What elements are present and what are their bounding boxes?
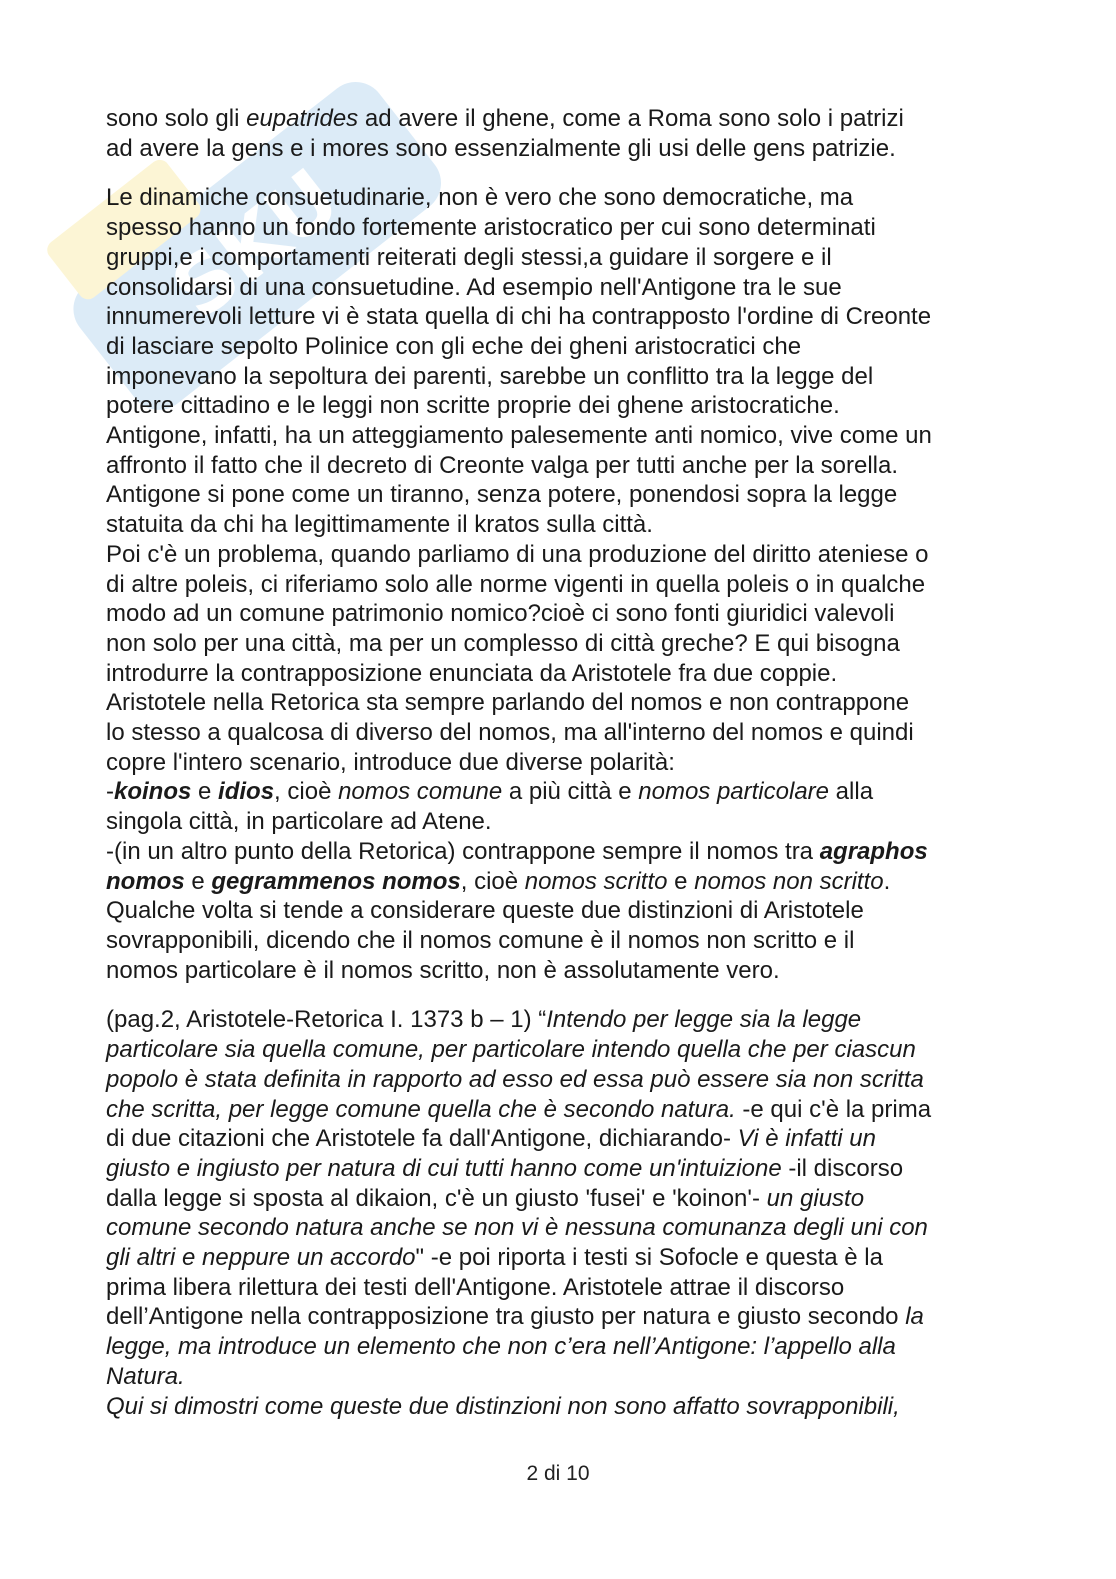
text-line: [106, 1362, 1018, 1392]
text-run: -(in un altro punto della Retorica) contrappone sempre il nomos tra: [106, 837, 820, 865]
text-run: -: [106, 778, 114, 806]
text-line: [106, 718, 1018, 748]
text-line: [106, 956, 1018, 986]
italic-text: Vi è infatti un: [737, 1125, 876, 1153]
text-line: [106, 777, 1018, 807]
text-line: [106, 391, 1018, 421]
italic-text: particolare sia quella comune, per particolare intendo quella che per ciascun: [106, 1036, 916, 1064]
italic-text: nomos particolare: [638, 778, 830, 806]
italic-text: Intendo per legge sia la legge: [546, 1006, 862, 1034]
text-run: e: [184, 867, 212, 895]
bold-term: agraphos: [819, 837, 928, 865]
italic-text: gli altri e neppure un accordo: [106, 1244, 416, 1272]
text-line: [106, 1332, 1018, 1362]
text-run: singola città, in particolare ad Atene.: [106, 808, 492, 836]
text-line: [106, 599, 1018, 629]
text-run: (pag.2, Aristotele-Retorica I. 1373 b – 1) “: [106, 1006, 547, 1034]
text-line: [106, 570, 1018, 600]
text-run: di altre poleis, ci riferiamo solo alle norme vigenti in quella poleis o in qualche: [106, 570, 926, 598]
text-run: dell’Antigone nella contrapposizione tra giusto per natura e giusto secondo: [106, 1303, 906, 1331]
text-line: [106, 807, 1018, 837]
text-line: [106, 1184, 1018, 1214]
text-run: Aristotele nella Retorica sta sempre parlando del nomos e non contrappone: [106, 689, 910, 717]
italic-text: nomos scritto: [524, 867, 668, 895]
paragraph-gap: [106, 163, 1018, 183]
italic-text: popolo è stata definita in rapporto ad esso ed essa può essere sia non scritta: [106, 1065, 924, 1093]
text-line: [106, 1005, 1018, 1035]
text-line: [106, 1302, 1018, 1332]
italic-text: un giusto: [766, 1184, 865, 1212]
text-run: dalla legge si sposta al dikaion, c'è un giusto 'fusei' e 'koinon'-: [106, 1184, 767, 1212]
document-body: [106, 104, 1018, 1421]
text-run: modo ad un comune patrimonio nomico?cioè ci sono fonti giuridici valevoli: [106, 600, 895, 628]
italic-text: Qui si dimostri come queste due distinzioni non sono affatto sovrapponibili,: [106, 1392, 900, 1420]
text-run: Le dinamiche consuetudinarie, non è vero che sono democratiche, ma: [106, 184, 854, 212]
italic-text: comune secondo natura anche se non vi è nessuna comunanza degli uni con: [106, 1214, 928, 1242]
text-run: imponevano la sepoltura dei parenti, sarebbe un conflitto tra la legge del: [106, 362, 874, 390]
text-line: [106, 867, 1018, 897]
text-run: ad avere il ghene, come a Roma sono solo i patrizi: [358, 105, 904, 132]
text-run: di due citazioni che Aristotele fa dall'Antigone, dichiarando-: [106, 1125, 738, 1153]
text-run: gruppi,e i comportamenti reiterati degli stessi,a guidare il sorgere e il: [106, 243, 832, 271]
text-line: [106, 748, 1018, 778]
text-run: statuita da chi ha legittimamente il kratos sulla città.: [106, 511, 653, 539]
page-number: 2 di 10: [526, 1462, 590, 1485]
text-run: Antigone si pone come un tiranno, senza potere, ponendosi sopra la legge: [106, 481, 898, 509]
text-line: [106, 302, 1018, 332]
text-line: [106, 421, 1018, 451]
text-line: [106, 1124, 1018, 1154]
paragraph: [106, 183, 1018, 985]
text-run: e: [191, 778, 219, 806]
text-line: [106, 213, 1018, 243]
text-run: nomos particolare è il nomos scritto, non è assolutamente vero.: [106, 956, 780, 984]
text-run: ad avere la gens e i mores sono essenzialmente gli usi delle gens patrizie.: [106, 134, 896, 162]
italic-text: nomos comune: [338, 778, 503, 806]
text-line: [106, 837, 1018, 867]
bold-term: gegrammenos nomos: [211, 867, 461, 895]
text-run: -e qui c'è la prima: [735, 1095, 932, 1123]
text-line: [106, 134, 1018, 164]
text-line: [106, 688, 1018, 718]
italic-text: giusto e ingiusto per natura di cui tutti hanno come un'intuizione: [106, 1154, 782, 1182]
text-run: , cioè: [274, 778, 339, 806]
text-line: [106, 1392, 1018, 1422]
text-run: alla: [829, 778, 874, 806]
bold-term: idios: [218, 778, 275, 806]
text-run: non solo per una città, ma per un complesso di città greche? E qui bisogna: [106, 629, 900, 657]
text-line: [106, 540, 1018, 570]
text-run: e: [667, 867, 695, 895]
text-line: [106, 183, 1018, 213]
text-line: [106, 926, 1018, 956]
text-run: prima libera rilettura dei testi dell'Antigone. Aristotele attrae il discorso: [106, 1273, 845, 1301]
text-line: [106, 896, 1018, 926]
italic-text: Natura.: [106, 1362, 185, 1390]
text-line: [106, 332, 1018, 362]
italic-text: eupatrides: [246, 105, 359, 132]
text-run: sono solo gli: [106, 105, 247, 132]
text-run: innumerevoli letture vi è stata quella di chi ha contrapposto l'ordine di Creonte: [106, 303, 932, 331]
text-line: [106, 480, 1018, 510]
text-line: [106, 1213, 1018, 1243]
text-line: [106, 1273, 1018, 1303]
text-run: sovrapponibili, dicendo che il nomos comune è il nomos non scritto e il: [106, 926, 855, 954]
text-run: Qualche volta si tende a considerare queste due distinzioni di Aristotele: [106, 897, 864, 925]
text-line: [106, 629, 1018, 659]
bold-term: koinos: [114, 778, 192, 806]
text-run: lo stesso a qualcosa di diverso del nomos, ma all'interno del nomos e quindi: [106, 719, 914, 747]
italic-text: la: [905, 1303, 924, 1331]
text-run: Antigone, infatti, ha un atteggiamento palesemente anti nomico, vive come un: [106, 422, 932, 450]
text-line: [106, 1065, 1018, 1095]
svg-text:SKU: SKU: [154, 150, 357, 338]
text-line: [106, 1243, 1018, 1273]
text-run: di lasciare sepolto Polinice con gli eche dei gheni aristocratici che: [106, 332, 802, 360]
text-run: consolidarsi di una consuetudine. Ad esempio nell'Antigone tra le sue: [106, 273, 842, 301]
text-run: Poi c'è un problema, quando parliamo di una produzione del diritto ateniese o: [106, 540, 929, 568]
bold-term: nomos: [106, 867, 185, 895]
text-run: affronto il fatto che il decreto di Creonte valga per tutti anche per la sorella.: [106, 451, 899, 479]
text-run: a più città e: [502, 778, 639, 806]
text-run: spesso hanno un fondo fortemente aristocratico per cui sono determinati: [106, 214, 876, 242]
paragraph: [106, 1005, 1018, 1421]
text-line: [106, 362, 1018, 392]
text-line: [106, 1095, 1018, 1125]
italic-text: nomos non scritto: [694, 867, 884, 895]
text-line: [106, 1154, 1018, 1184]
text-line: [106, 273, 1018, 303]
text-line: [106, 243, 1018, 273]
text-run: " -e poi riporta i testi si Sofocle e questa è la: [415, 1244, 883, 1272]
paragraph-gap: [106, 985, 1018, 1005]
paragraph: [106, 104, 1018, 163]
text-line: [106, 659, 1018, 689]
italic-text: che scritta, per legge comune quella che è secondo natura.: [106, 1095, 736, 1123]
text-run: -il discorso: [781, 1154, 904, 1182]
text-line: [106, 451, 1018, 481]
text-run: copre l'intero scenario, introduce due diverse polarità:: [106, 748, 675, 776]
text-run: introdurre la contrapposizione enunciata da Aristotele fra due coppie.: [106, 659, 838, 687]
italic-text: legge, ma introduce un elemento che non c’era nell’Antigone: l’appello alla: [106, 1333, 896, 1361]
text-line: [106, 1035, 1018, 1065]
text-run: .: [883, 867, 891, 895]
text-run: , cioè: [460, 867, 525, 895]
text-line: [106, 104, 1018, 134]
text-run: potere cittadino e le leggi non scritte proprie dei ghene aristocratiche.: [106, 392, 840, 420]
text-line: [106, 510, 1018, 540]
